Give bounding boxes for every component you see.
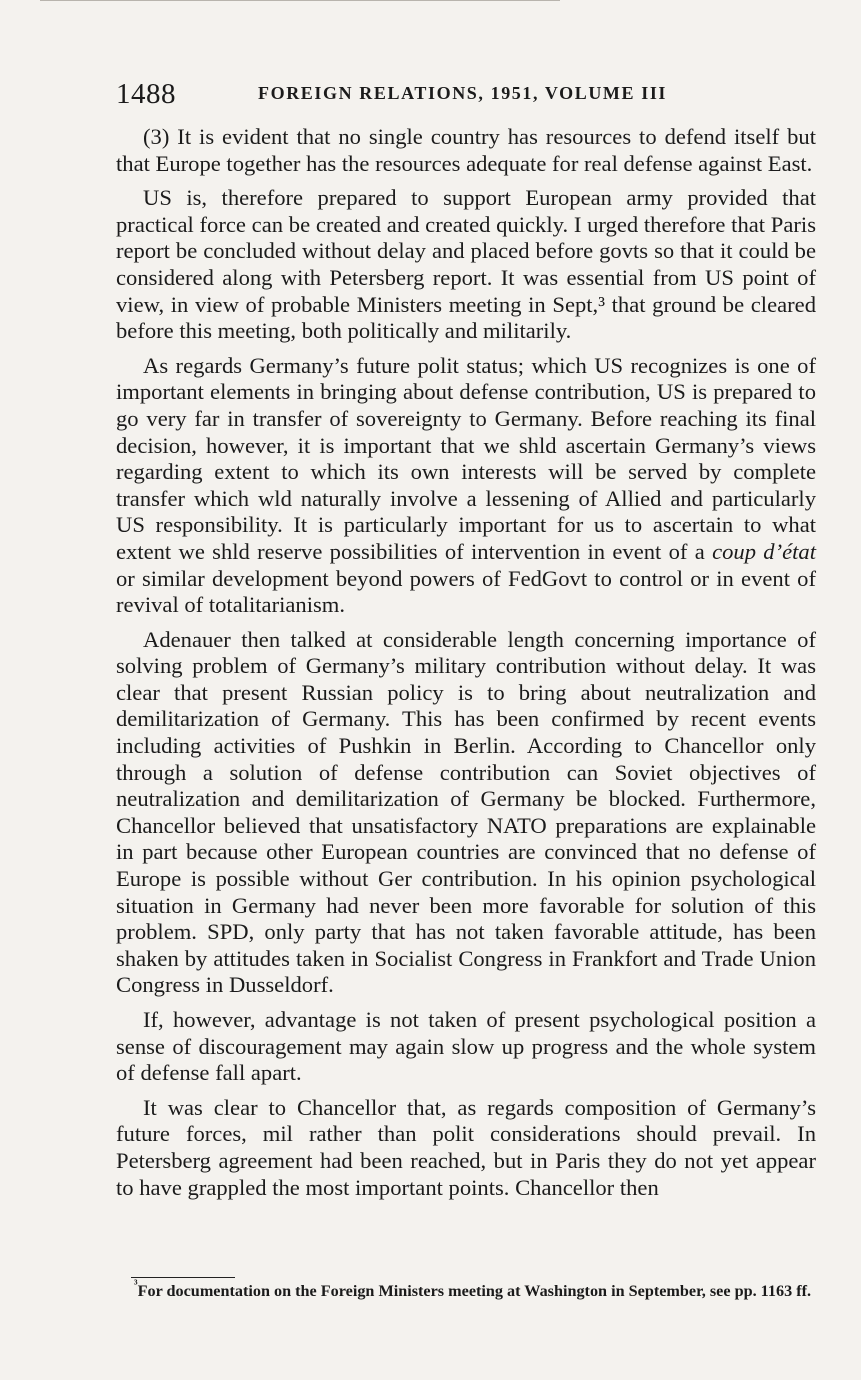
- paragraph-3-after: or similar development beyond powers of FedGovt to control or in event of revival of totalitarianism.: [116, 565, 816, 618]
- paragraph-4: Adenauer then talked at considerable length concerning importance of solving problem of Germany’s military contribution without delay. It was clear that present Russian policy is to bring about neutralization and demilitarization of Germany. This has been confirmed by recent events including activities of Pushkin in Berlin. According to Chancellor only through a solution of defense contribution can Soviet objectives of neutralization and demilitarization of Germany be blocked. Furthermore, Chancellor believed that unsatisfactory NATO preparations are explainable in part because other European countries are convinced that no defense of Europe is possible without Ger contribution. In his opinion psychological situation in Germany had never been more favorable for solution of this problem. SPD, only party that has not taken favorable attitude, has been shaken by attitudes taken in Socialist Congress in Frankfort and Trade Union Congress in Dusseldorf.: [116, 626, 816, 998]
- running-head: FOREIGN RELATIONS, 1951, VOLUME III: [258, 83, 668, 103]
- page-header: [116, 78, 816, 114]
- page-number: 1488: [116, 78, 176, 110]
- paragraph-6: It was clear to Chancellor that, as regards composition of Germany’s future forces, mil rather than polit considerations should prevail. In Petersberg agreement had been reached, but in Paris they do not yet appear to have grappled the most important points. Chancellor then: [116, 1094, 816, 1200]
- paragraph-5: If, however, advantage is not taken of present psychological position a sense of discouragement may again slow up progress and the whole system of defense fall apart.: [116, 1007, 816, 1086]
- scan-top-edge: [40, 0, 560, 7]
- paragraph-1: (3) It is evident that no single country has resources to defend itself but that Europe together has the resources adequate for real defense against East.: [116, 124, 816, 176]
- footnote-divider: [131, 1277, 235, 1278]
- paragraph-3-before: As regards Germany’s future polit status; which US recognizes is one of important elements in bringing about defense contribution, US is prepared to go very far in transfer of sovereignty to Germany. Before reaching its final decision, however, it is important that we shld ascertain Germany’s views regarding extent to which its own interests will be served by complete transfer which wld naturally involve a lessening of Allied and particularly US responsibility. It is particularly important for us to ascertain to what extent we shld reserve possibilities of intervention in event of a: [116, 352, 816, 564]
- italic-phrase: coup d’état: [712, 538, 816, 564]
- body-text: [116, 124, 816, 1209]
- footnote-marker: ³: [134, 1277, 138, 1291]
- paragraph-2: US is, therefore prepared to support European army provided that practical force can be created and created quickly. I urged therefore that Paris report be concluded without delay and placed before govts so that it could be considered along with Petersberg report. It was essential from US point of view, in view of probable Ministers meeting in Sept,³ that ground be cleared before this meeting, both politically and militarily.: [116, 185, 816, 344]
- footnote: [116, 1277, 816, 1302]
- footnote-body: [116, 1277, 816, 1302]
- footnote-text: For documentation on the Foreign Ministers meeting at Washington in September, see pp. 1163 ff.: [137, 1282, 812, 1300]
- paragraph-3: [116, 353, 816, 619]
